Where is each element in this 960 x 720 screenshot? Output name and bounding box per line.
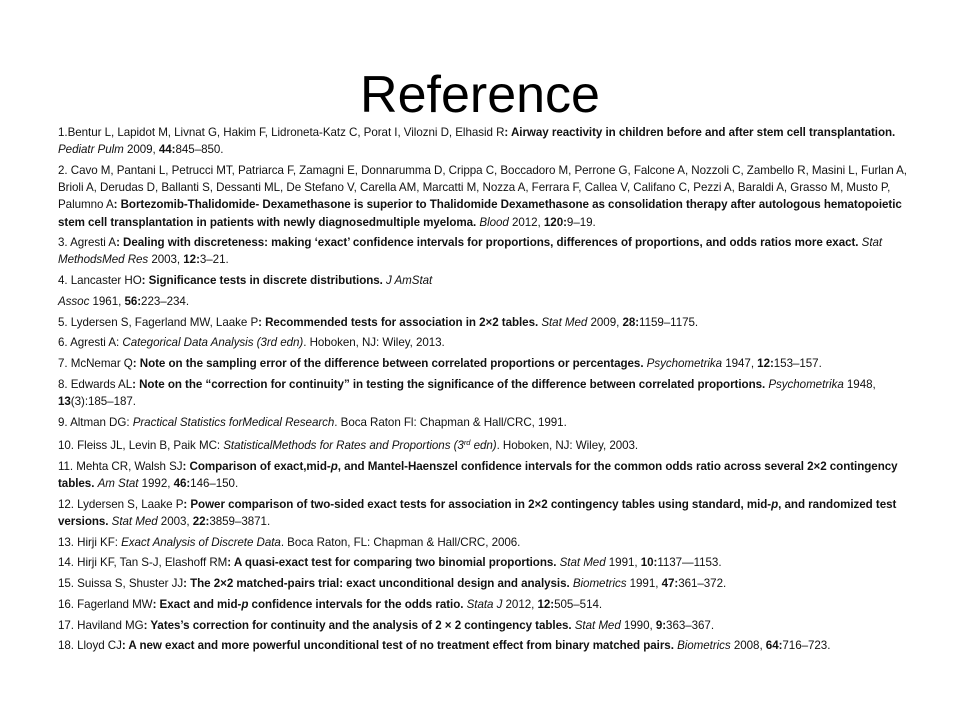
- ref-authors: 13. Hirji KF:: [58, 535, 122, 549]
- ref-pages: 223–234.: [141, 294, 190, 308]
- ref-pages: 146–150.: [190, 477, 239, 491]
- ref-volume: 12:: [183, 253, 200, 267]
- ref-title-end: , and randomized test versions.: [58, 497, 897, 529]
- ref-authors: 6. Agresti A:: [58, 336, 123, 350]
- ref-year: 1961,: [89, 294, 125, 308]
- reference-item-13: [58, 534, 910, 551]
- ref-authors: 8. Edwards AL: [58, 377, 133, 391]
- ref-volume: 9:: [655, 618, 667, 632]
- ref-issue-pages: (3):185–187.: [70, 394, 136, 408]
- ref-pages: 361–372.: [678, 577, 727, 591]
- reference-item-4: [58, 272, 910, 289]
- ref-authors: 15. Suissa S, Shuster JJ: [58, 577, 184, 591]
- reference-item-9: [58, 414, 910, 431]
- ref-title: : Comparison of exact,mid-: [182, 459, 331, 473]
- ref-title-italic: p: [771, 497, 779, 511]
- ref-book-title: Categorical Data Analysis (3rd edn): [122, 336, 304, 350]
- ref-book-title-end: edn): [470, 439, 497, 453]
- ref-book-title: Exact Analysis of Discrete Data: [121, 535, 281, 549]
- ref-year: 1947,: [722, 356, 758, 370]
- ref-pages: 363–367.: [666, 618, 715, 632]
- ref-authors: 2. Cavo M, Pantani L, Petrucci MT, Patriarca F, Zamagni E, Donnarumma D, Crippa C, Boccadoro M, Perrone G, Falcone A, Nozzoli C, Zambello R, Masini L, Furlan A, Brioli A, Derudas D, Ballanti S, Dessanti ML, De Stefano V, Carella AM, Marcatti M, Nozza A, Ferrara F, Callea V, Califano C, Pezzi A, Baraldi A, Grasso M, Musto P, Palumno A: [58, 163, 907, 212]
- ref-journal: Stat Med: [559, 556, 606, 570]
- ref-title: : A new exact and more powerful unconditional test of no treatment effect from binary matched pairs.: [121, 639, 674, 653]
- ref-journal: Blood: [479, 215, 509, 229]
- ref-journal: Psychometrika: [646, 356, 723, 370]
- ref-journal: Stat Med: [541, 315, 588, 329]
- ref-authors: 9. Altman DG:: [58, 415, 133, 429]
- ref-year: 2012,: [502, 597, 538, 611]
- reference-item-12: [58, 496, 910, 530]
- ref-title-end: , and Mantel-Haenszel confidence intervals for the common odds ratio across several 2×2 contingency tables.: [58, 459, 898, 491]
- ref-authors: 7. McNemar Q: [58, 356, 133, 370]
- ref-pages: 3859–3871.: [209, 515, 271, 529]
- ref-authors: 5. Lydersen S, Fagerland MW, Laake P: [58, 315, 259, 329]
- ref-journal: Stat MethodsMed Res: [58, 236, 883, 267]
- reference-item-18: [58, 637, 910, 654]
- ref-publisher: . Hoboken, NJ: Wiley, 2003.: [496, 439, 639, 453]
- ref-title: : Significance tests in discrete distributions.: [141, 274, 383, 288]
- reference-item-5: [58, 314, 910, 331]
- ref-title: : Note on the sampling error of the difference between correlated proportions or percentages.: [132, 356, 644, 370]
- ref-authors: 4. Lancaster HO: [58, 274, 142, 288]
- ref-authors: 11. Mehta CR, Walsh SJ: [58, 459, 183, 473]
- ref-journal: Stat Med: [574, 618, 621, 632]
- ref-book-title: Practical Statistics forMedical Research: [132, 415, 335, 429]
- ref-year: 2012,: [508, 215, 544, 229]
- ref-year: 1991,: [605, 556, 641, 570]
- ref-title: : A quasi-exact test for comparing two binomial proportions.: [227, 556, 557, 570]
- reference-item-3: [58, 234, 910, 268]
- ref-pages: 3–21.: [199, 253, 229, 267]
- ref-volume: 12:: [537, 597, 555, 611]
- ref-year: 2008,: [730, 639, 766, 653]
- ref-authors: 3. Agresti A: [58, 236, 117, 250]
- ref-journal: Stata J: [466, 597, 503, 611]
- ref-title: : Dealing with discreteness: making ‘exact’ confidence intervals for proportions, differences of proportions, and odds ratios more exact.: [116, 236, 859, 250]
- ref-pages: 9–19.: [566, 215, 596, 229]
- ref-book-title: StatisticalMethods for Rates and Proportions (3: [223, 439, 464, 453]
- ref-title: : Airway reactivity in children before and after stem cell transplantation.: [504, 126, 896, 139]
- ref-title: : Note on the “correction for continuity” in testing the significance of the difference between correlated proportions.: [132, 377, 766, 391]
- ref-volume: 12:: [757, 356, 774, 370]
- ref-journal: Psychometrika: [768, 377, 844, 391]
- reference-item-10: [58, 434, 910, 454]
- ref-volume: 56:: [124, 294, 142, 308]
- ref-title: : The 2×2 matched-pairs trial: exact unconditional design and analysis.: [183, 577, 570, 591]
- ref-year: 2003,: [148, 253, 184, 267]
- ref-journal: Pediatr Pulm: [58, 143, 124, 157]
- ref-volume: 22:: [192, 515, 210, 529]
- ref-pages: 716–723.: [782, 639, 831, 653]
- ref-superscript: rd: [463, 438, 471, 448]
- ref-year: 2009,: [587, 315, 623, 329]
- ref-title: : Exact and mid-: [152, 597, 242, 611]
- ref-authors: 1.Bentur L, Lapidot M, Livnat G, Hakim F, Lidroneta-Katz C, Porat I, Vilozni D, Elhasid R: [58, 126, 505, 139]
- ref-volume: 120:: [543, 215, 567, 229]
- ref-pages: 153–157.: [773, 356, 822, 370]
- ref-title-end: confidence intervals for the odds ratio.: [248, 597, 464, 611]
- ref-authors: 10. Fleiss JL, Levin B, Paik MC:: [58, 439, 224, 453]
- ref-year: 1991,: [626, 577, 662, 591]
- ref-volume: 28:: [622, 315, 640, 329]
- ref-volume: 64:: [765, 639, 783, 653]
- ref-journal: Am Stat: [97, 477, 139, 491]
- reference-item-17: [58, 617, 910, 634]
- ref-pages: 1159–1175.: [639, 315, 699, 329]
- page-title: Reference: [360, 65, 600, 124]
- ref-publisher: . Hoboken, NJ: Wiley, 2013.: [303, 336, 445, 350]
- ref-pages: 505–514.: [554, 597, 603, 611]
- reference-item-6: [58, 334, 910, 351]
- reference-list: [58, 124, 910, 658]
- ref-authors: 12. Lydersen S, Laake P: [58, 497, 184, 511]
- ref-year: 2003,: [157, 515, 193, 529]
- ref-volume: 10:: [640, 556, 658, 570]
- ref-title: : Recommended tests for association in 2×2 tables.: [258, 315, 539, 329]
- reference-item-8: [58, 376, 910, 410]
- ref-journal: Biometrics: [677, 639, 731, 653]
- ref-publisher: . Boca Raton Fl: Chapman & Hall/CRC, 1991.: [334, 415, 567, 429]
- ref-year: 2009,: [123, 143, 159, 157]
- ref-volume: 13: [58, 394, 71, 408]
- ref-authors: 17. Haviland MG: [58, 618, 144, 632]
- ref-title: : Power comparison of two-sided exact tests for association in 2×2 contingency tables using standard, mid-: [183, 497, 772, 511]
- ref-authors: 16. Fagerland MW: [58, 597, 153, 611]
- reference-item-14: [58, 554, 910, 571]
- ref-volume: 46:: [173, 477, 191, 491]
- ref-title-italic: p: [330, 459, 338, 473]
- ref-publisher: . Boca Raton, FL: Chapman & Hall/CRC, 2006.: [280, 535, 521, 549]
- reference-item-4-cont: [58, 293, 910, 310]
- reference-item-1: [58, 124, 910, 158]
- reference-item-15: [58, 575, 910, 592]
- ref-title: : Yates’s correction for continuity and the analysis of 2 × 2 contingency tables.: [143, 618, 572, 632]
- reference-item-16: [58, 596, 910, 613]
- ref-pages: 845–850.: [175, 143, 224, 157]
- ref-authors: 18. Lloyd CJ: [58, 639, 122, 653]
- ref-title-italic: p: [241, 597, 249, 611]
- ref-title: : Bortezomib-Thalidomide- Dexamethasone is superior to Thalidomide Dexamethasone as consolidation therapy after autologous hematopoietic stem cell transplantation in patients with newly diagnosedmultiple myeloma.: [58, 198, 902, 229]
- ref-volume: 47:: [661, 577, 679, 591]
- ref-journal: Assoc: [58, 294, 90, 308]
- ref-volume: 44:: [158, 143, 176, 157]
- ref-journal: Stat Med: [111, 515, 158, 529]
- reference-item-2: [58, 162, 910, 231]
- reference-item-7: [58, 355, 910, 372]
- ref-year: 1948,: [843, 377, 876, 391]
- ref-journal: J AmStat: [386, 274, 433, 288]
- ref-journal: Biometrics: [572, 577, 627, 591]
- ref-year: 1992,: [138, 477, 174, 491]
- reference-item-11: [58, 458, 910, 492]
- ref-pages: 1137—1153.: [657, 556, 722, 570]
- ref-authors: 14. Hirji KF, Tan S-J, Elashoff RM: [58, 556, 228, 570]
- ref-year: 1990,: [620, 618, 656, 632]
